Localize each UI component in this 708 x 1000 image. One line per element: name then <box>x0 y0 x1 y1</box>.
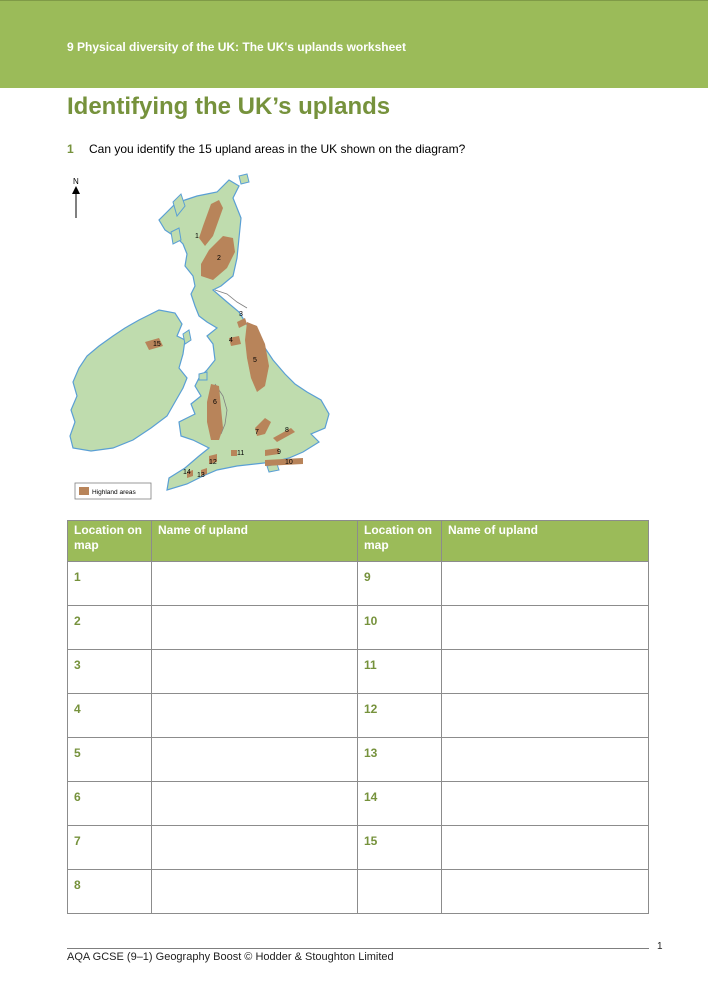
location-number-left: 6 <box>68 782 152 826</box>
upland-name-field-left[interactable] <box>152 562 358 606</box>
area-label-12: 12 <box>209 459 217 466</box>
header-banner <box>0 0 708 88</box>
location-number-left: 7 <box>68 826 152 870</box>
area-label-11: 11 <box>237 450 245 457</box>
location-number-left: 1 <box>68 562 152 606</box>
ireland-landmass <box>70 310 187 451</box>
area-label-7: 7 <box>255 429 259 436</box>
north-arrowhead-icon <box>72 186 80 194</box>
location-number-right: 13 <box>358 738 442 782</box>
location-number-right: 12 <box>358 694 442 738</box>
upland-name-field-right[interactable] <box>442 782 649 826</box>
location-number-right: 14 <box>358 782 442 826</box>
header-location-right: Location on map <box>358 521 442 562</box>
area-label-4: 4 <box>229 337 233 344</box>
north-label: N <box>73 177 79 186</box>
table-header-row <box>68 521 649 562</box>
table-row <box>68 562 649 606</box>
header-name-left: Name of upland <box>152 521 358 562</box>
page-number: 1 <box>657 941 663 952</box>
table-row <box>68 870 649 914</box>
location-number-right <box>358 870 442 914</box>
area-label-2: 2 <box>217 255 221 262</box>
header-location-left: Location on map <box>68 521 152 562</box>
table-row <box>68 826 649 870</box>
table-row <box>68 606 649 650</box>
upland-name-field-right[interactable] <box>442 870 649 914</box>
area-label-15: 15 <box>153 341 161 348</box>
upland-name-field-right[interactable] <box>442 650 649 694</box>
banner-title: 9 Physical diversity of the UK: The UK's uplands worksheet <box>67 40 406 54</box>
area-label-10: 10 <box>285 459 293 466</box>
location-number-left: 3 <box>68 650 152 694</box>
upland-name-field-left[interactable] <box>152 826 358 870</box>
area-label-9: 9 <box>277 449 281 456</box>
question-number: 1 <box>67 142 74 156</box>
upland-name-field-right[interactable] <box>442 606 649 650</box>
upland-name-field-right[interactable] <box>442 694 649 738</box>
footer-copyright: AQA GCSE (9–1) Geography Boost © Hodder & Stoughton Limited <box>67 951 394 963</box>
area-label-1: 1 <box>195 233 199 240</box>
legend-label: Highland areas <box>92 489 136 496</box>
upland-name-field-right[interactable] <box>442 826 649 870</box>
upland-name-field-left[interactable] <box>152 782 358 826</box>
table-row <box>68 782 649 826</box>
location-number-left: 4 <box>68 694 152 738</box>
upland-name-field-left[interactable] <box>152 870 358 914</box>
island-anglesey <box>199 372 207 380</box>
legend-swatch <box>79 487 89 495</box>
page-title: Identifying the UK’s uplands <box>67 93 391 120</box>
location-number-right: 10 <box>358 606 442 650</box>
location-number-left: 5 <box>68 738 152 782</box>
uk-uplands-map <box>67 172 331 505</box>
island-isle-of-man <box>183 330 191 344</box>
area-label-6: 6 <box>213 399 217 406</box>
area-label-13: 13 <box>197 472 205 479</box>
island-orkney <box>239 174 249 184</box>
upland-name-field-right[interactable] <box>442 738 649 782</box>
location-number-right: 9 <box>358 562 442 606</box>
question-text: Can you identify the 15 upland areas in the UK shown on the diagram? <box>89 142 466 156</box>
table-row <box>68 694 649 738</box>
upland-name-field-left[interactable] <box>152 738 358 782</box>
footer-divider <box>67 948 649 949</box>
area-label-8: 8 <box>285 427 289 434</box>
area-label-3: 3 <box>239 311 243 318</box>
upland-name-field-left[interactable] <box>152 606 358 650</box>
table-row <box>68 650 649 694</box>
location-number-left: 2 <box>68 606 152 650</box>
uplands-table <box>67 520 649 914</box>
table-row <box>68 738 649 782</box>
location-number-right: 11 <box>358 650 442 694</box>
upland-name-field-right[interactable] <box>442 562 649 606</box>
location-number-left: 8 <box>68 870 152 914</box>
upland-name-field-left[interactable] <box>152 650 358 694</box>
header-name-right: Name of upland <box>442 521 649 562</box>
location-number-right: 15 <box>358 826 442 870</box>
area-label-5: 5 <box>253 357 257 364</box>
upland-name-field-left[interactable] <box>152 694 358 738</box>
area-label-14: 14 <box>183 469 191 476</box>
